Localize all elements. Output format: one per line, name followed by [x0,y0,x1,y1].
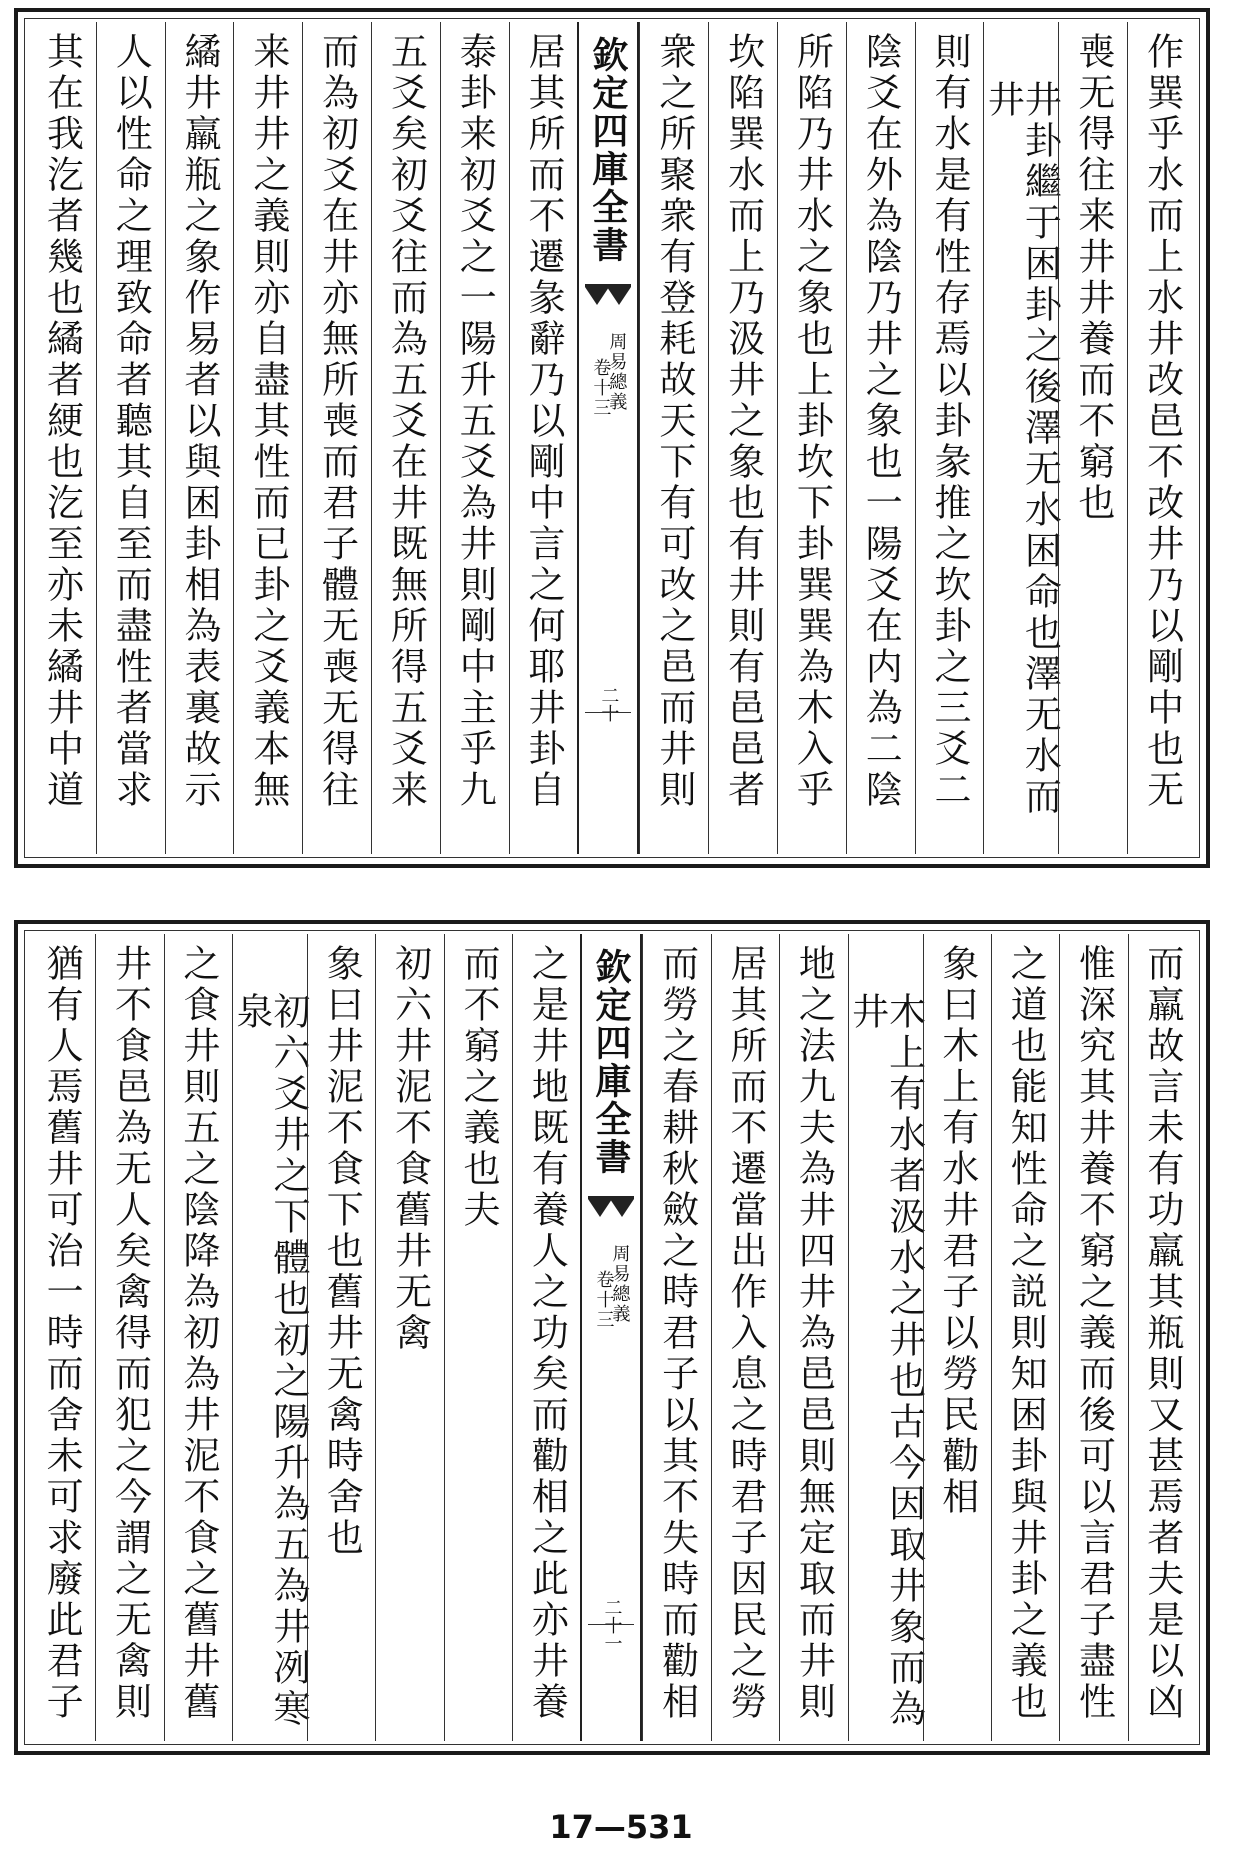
text-column: 陰爻在外為陰乃井之象也一陽爻在内為二陰 [846,22,915,854]
text-column: 地之法九夫為井四井為邑邑則無定取而井則 [779,934,847,1741]
page-top [14,8,1210,868]
header-rule [585,712,631,713]
text-column: 其在我汔者幾也繘者綆也汔至亦未繘井中道 [40,32,84,811]
leaf-number: 二十 [598,686,620,722]
book-title: 周易總義 [606,332,628,412]
text-column: 惟深究其井養不窮之義而後可以言君子盡性 [1059,934,1127,1741]
text-column: 象曰井泥不食下也舊井无禽時舍也 [307,934,375,1741]
text-column: 坎陷巽水而上乃汲井之象也有井則有邑邑者 [708,22,777,854]
text-column: 居其所而不遷當出作入息之時君子因民之勞 [711,934,779,1741]
text-column: 木上有水者汲水之井也古今因取井象而為井 [848,934,923,1741]
book-title: 周易總義 [609,1244,631,1324]
text-column: 来井井之義則亦自盡其性而已卦之爻義本無 [233,22,302,854]
page-bottom [14,920,1210,1755]
text-column: 人以性命之理致命者聽其自至而盡性者當求 [96,22,165,854]
text-column: 所陷乃井水之象也上卦坎下卦巽巽為木入乎 [777,22,846,854]
text-column: 而不窮之義也夫 [444,934,512,1741]
text-column: 而為初爻在井亦無所喪而君子體无喪无得往 [302,22,371,854]
text-columns-bottom [28,934,1196,1741]
text-column: 繘井羸瓶之象作易者以與困卦相為表裏故示 [165,22,234,854]
text-column: 象曰木上有水井君子以勞民勸相 [923,934,991,1741]
text-column: 之是井地既有養人之功矣而勸相之此亦井養 [512,934,580,1741]
text-column: 而羸故言未有功羸其瓶則又甚焉者夫是以凶 [1128,934,1196,1741]
text-columns-top [28,22,1196,854]
text-column: 初六井泥不食舊井无禽 [375,934,443,1741]
header-rule [588,1624,634,1625]
text-column: 猶有人焉舊井可治一時而舍未可求廢此君子 [40,944,84,1723]
text-column: 井不食邑為无人矣禽得而犯之今謂之无禽則 [95,934,163,1741]
header-title: 欽定四庫全書 [589,948,632,1176]
text-column: 作巽乎水而上水井改邑不改井乃以剛中也无 [1127,22,1196,854]
center-header [577,22,639,854]
text-column: 則有水是有性存焉以卦彖推之坎卦之三爻二 [915,22,984,854]
text-column: 而勞之春耕秋斂之時君子以其不失時而勸相 [642,934,710,1741]
text-column: 初六爻井之下體也初之陽升為五為井冽寒泉 [232,934,307,1741]
text-column: 衆之所聚衆有登耗故天下有可改之邑而井則 [639,22,708,854]
text-column: 泰卦来初爻之一陽升五爻為井則剛中主乎九 [440,22,509,854]
leaf-number: 二十一 [601,1598,623,1652]
volume-label: 卷十三 [593,1270,615,1330]
volume-label: 卷十三 [590,358,612,418]
fish-tail-mark-icon [585,284,631,313]
text-column: 居其所而不遷彖辭乃以剛中言之何耶井卦自 [509,22,578,854]
center-header [580,934,642,1741]
page-number: 17—531 [549,1808,693,1846]
text-column: 井卦繼于困卦之後澤无水困命也澤无水而井 [983,22,1058,854]
fish-tail-mark-icon [588,1196,634,1225]
text-column: 喪无得往来井井養而不窮也 [1058,22,1127,854]
text-column: 五爻矣初爻往而為五爻在井既無所得五爻来 [371,22,440,854]
text-column: 之道也能知性命之説則知困卦與井卦之義也 [991,934,1059,1741]
header-title: 欽定四庫全書 [586,36,629,264]
text-column: 之食井則五之陰降為初為井泥不食之舊井舊 [164,934,232,1741]
